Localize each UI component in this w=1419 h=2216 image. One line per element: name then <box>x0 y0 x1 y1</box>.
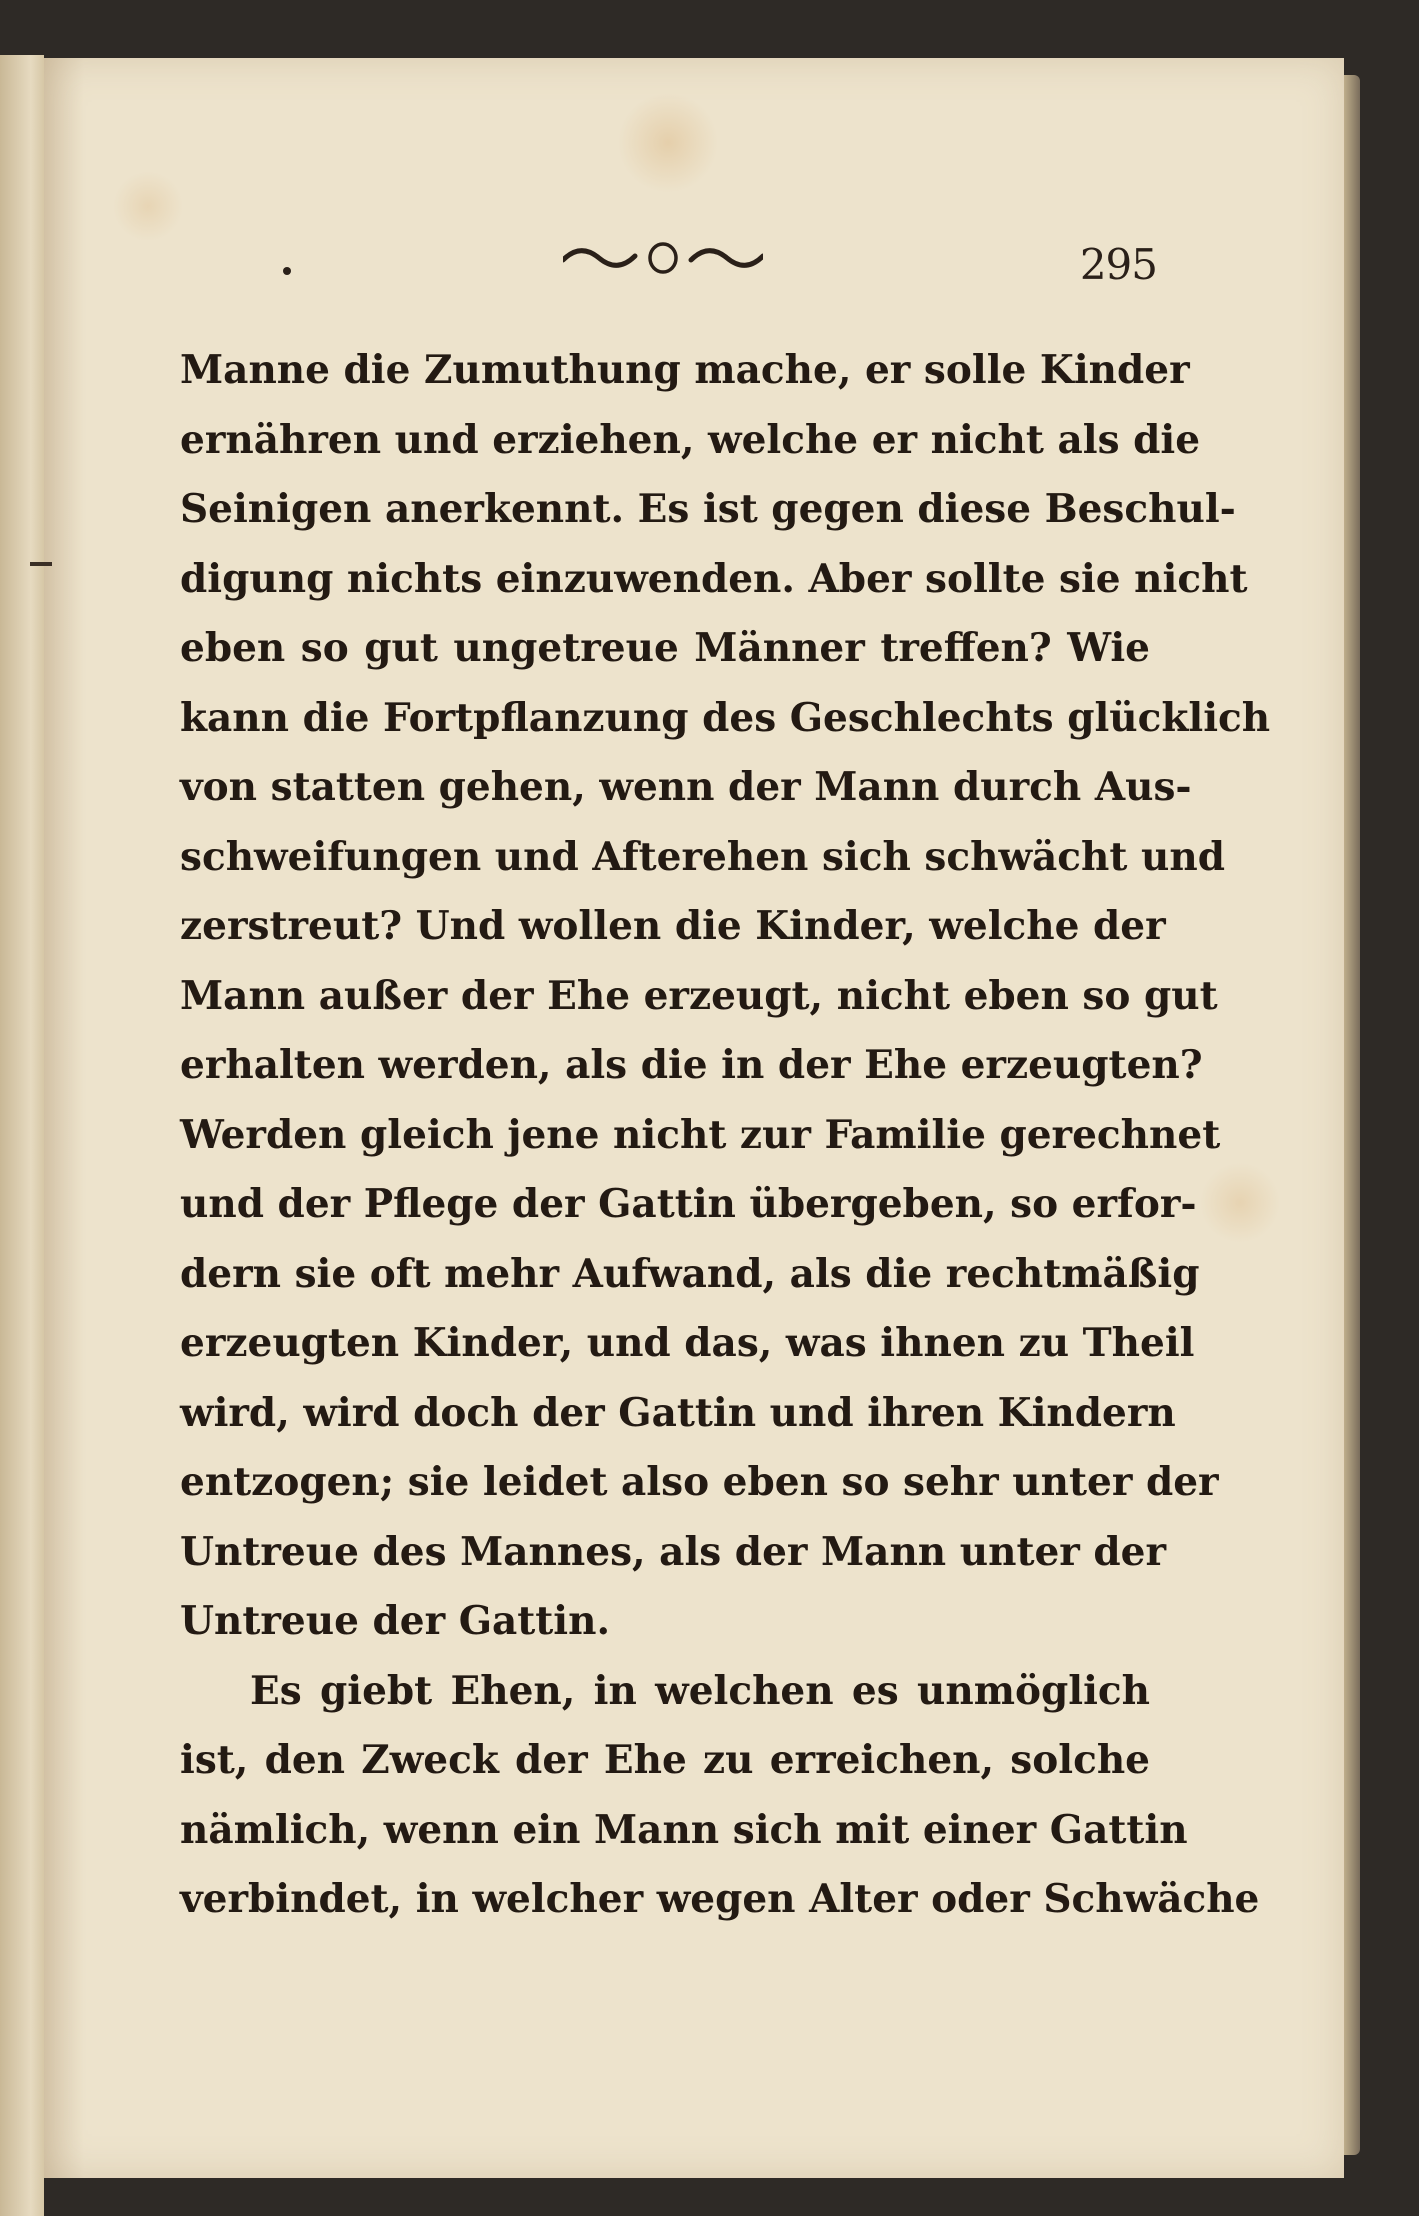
text-line: von statten gehen, wenn der Mann durch Aus- <box>180 764 1192 810</box>
text-line: schweifungen und Afterehen sich schwächt und <box>180 833 1225 880</box>
body-text <box>180 336 1271 1935</box>
text-line: eben so gut ungetreue Männer treffen? Wie <box>180 625 1150 671</box>
text-line: Es giebt Ehen, in welchen es unmöglich <box>250 1667 1150 1714</box>
text-line: Mann außer der Ehe erzeugt, nicht eben so gut <box>180 972 1218 1019</box>
text-line: entzogen; sie leidet also eben so sehr unter der <box>180 1459 1219 1505</box>
page-number: 295 <box>1079 240 1157 289</box>
dot-ornament <box>283 267 291 275</box>
text-line: ernähren und erziehen, welche er nicht als die <box>180 416 1201 463</box>
text-line: Untreue des Mannes, als der Mann unter der <box>180 1528 1167 1575</box>
text-line: Seinigen anerkennt. Es ist gegen diese Beschul- <box>180 486 1236 532</box>
text-line: erhalten werden, als die in der Ehe erzeugten? <box>180 1042 1203 1088</box>
text-line: ist, den Zweck der Ehe zu erreichen, solche <box>180 1737 1150 1783</box>
left-page-edge <box>0 55 44 2216</box>
text-line: verbindet, in welcher wegen Alter oder Schwäche <box>180 1876 1260 1922</box>
text-line: wird, wird doch der Gattin und ihren Kindern <box>180 1389 1176 1436</box>
text-line: Untreue der Gattin. <box>180 1598 611 1644</box>
margin-mark <box>30 562 52 566</box>
text-line: zerstreut? Und wollen die Kinder, welche der <box>180 903 1166 949</box>
text-line: nämlich, wenn ein Mann sich mit einer Gattin <box>180 1806 1188 1853</box>
text-line: kann die Fortpflanzung des Geschlechts glücklich <box>180 694 1271 741</box>
text-line: Manne die Zumuthung mache, er solle Kinder <box>180 347 1190 393</box>
text-line: und der Pflege der Gattin übergeben, so erfor- <box>180 1181 1197 1227</box>
text-line: digung nichts einzuwenden. Aber sollte sie nicht <box>180 555 1248 602</box>
text-line: Werden gleich jene nicht zur Familie gerechnet <box>180 1111 1221 1158</box>
text-line: erzeugten Kinder, und das, was ihnen zu Theil <box>180 1320 1195 1366</box>
header-ornament <box>563 238 763 278</box>
text-line: dern sie oft mehr Aufwand, als die rechtmäßig <box>180 1250 1200 1297</box>
